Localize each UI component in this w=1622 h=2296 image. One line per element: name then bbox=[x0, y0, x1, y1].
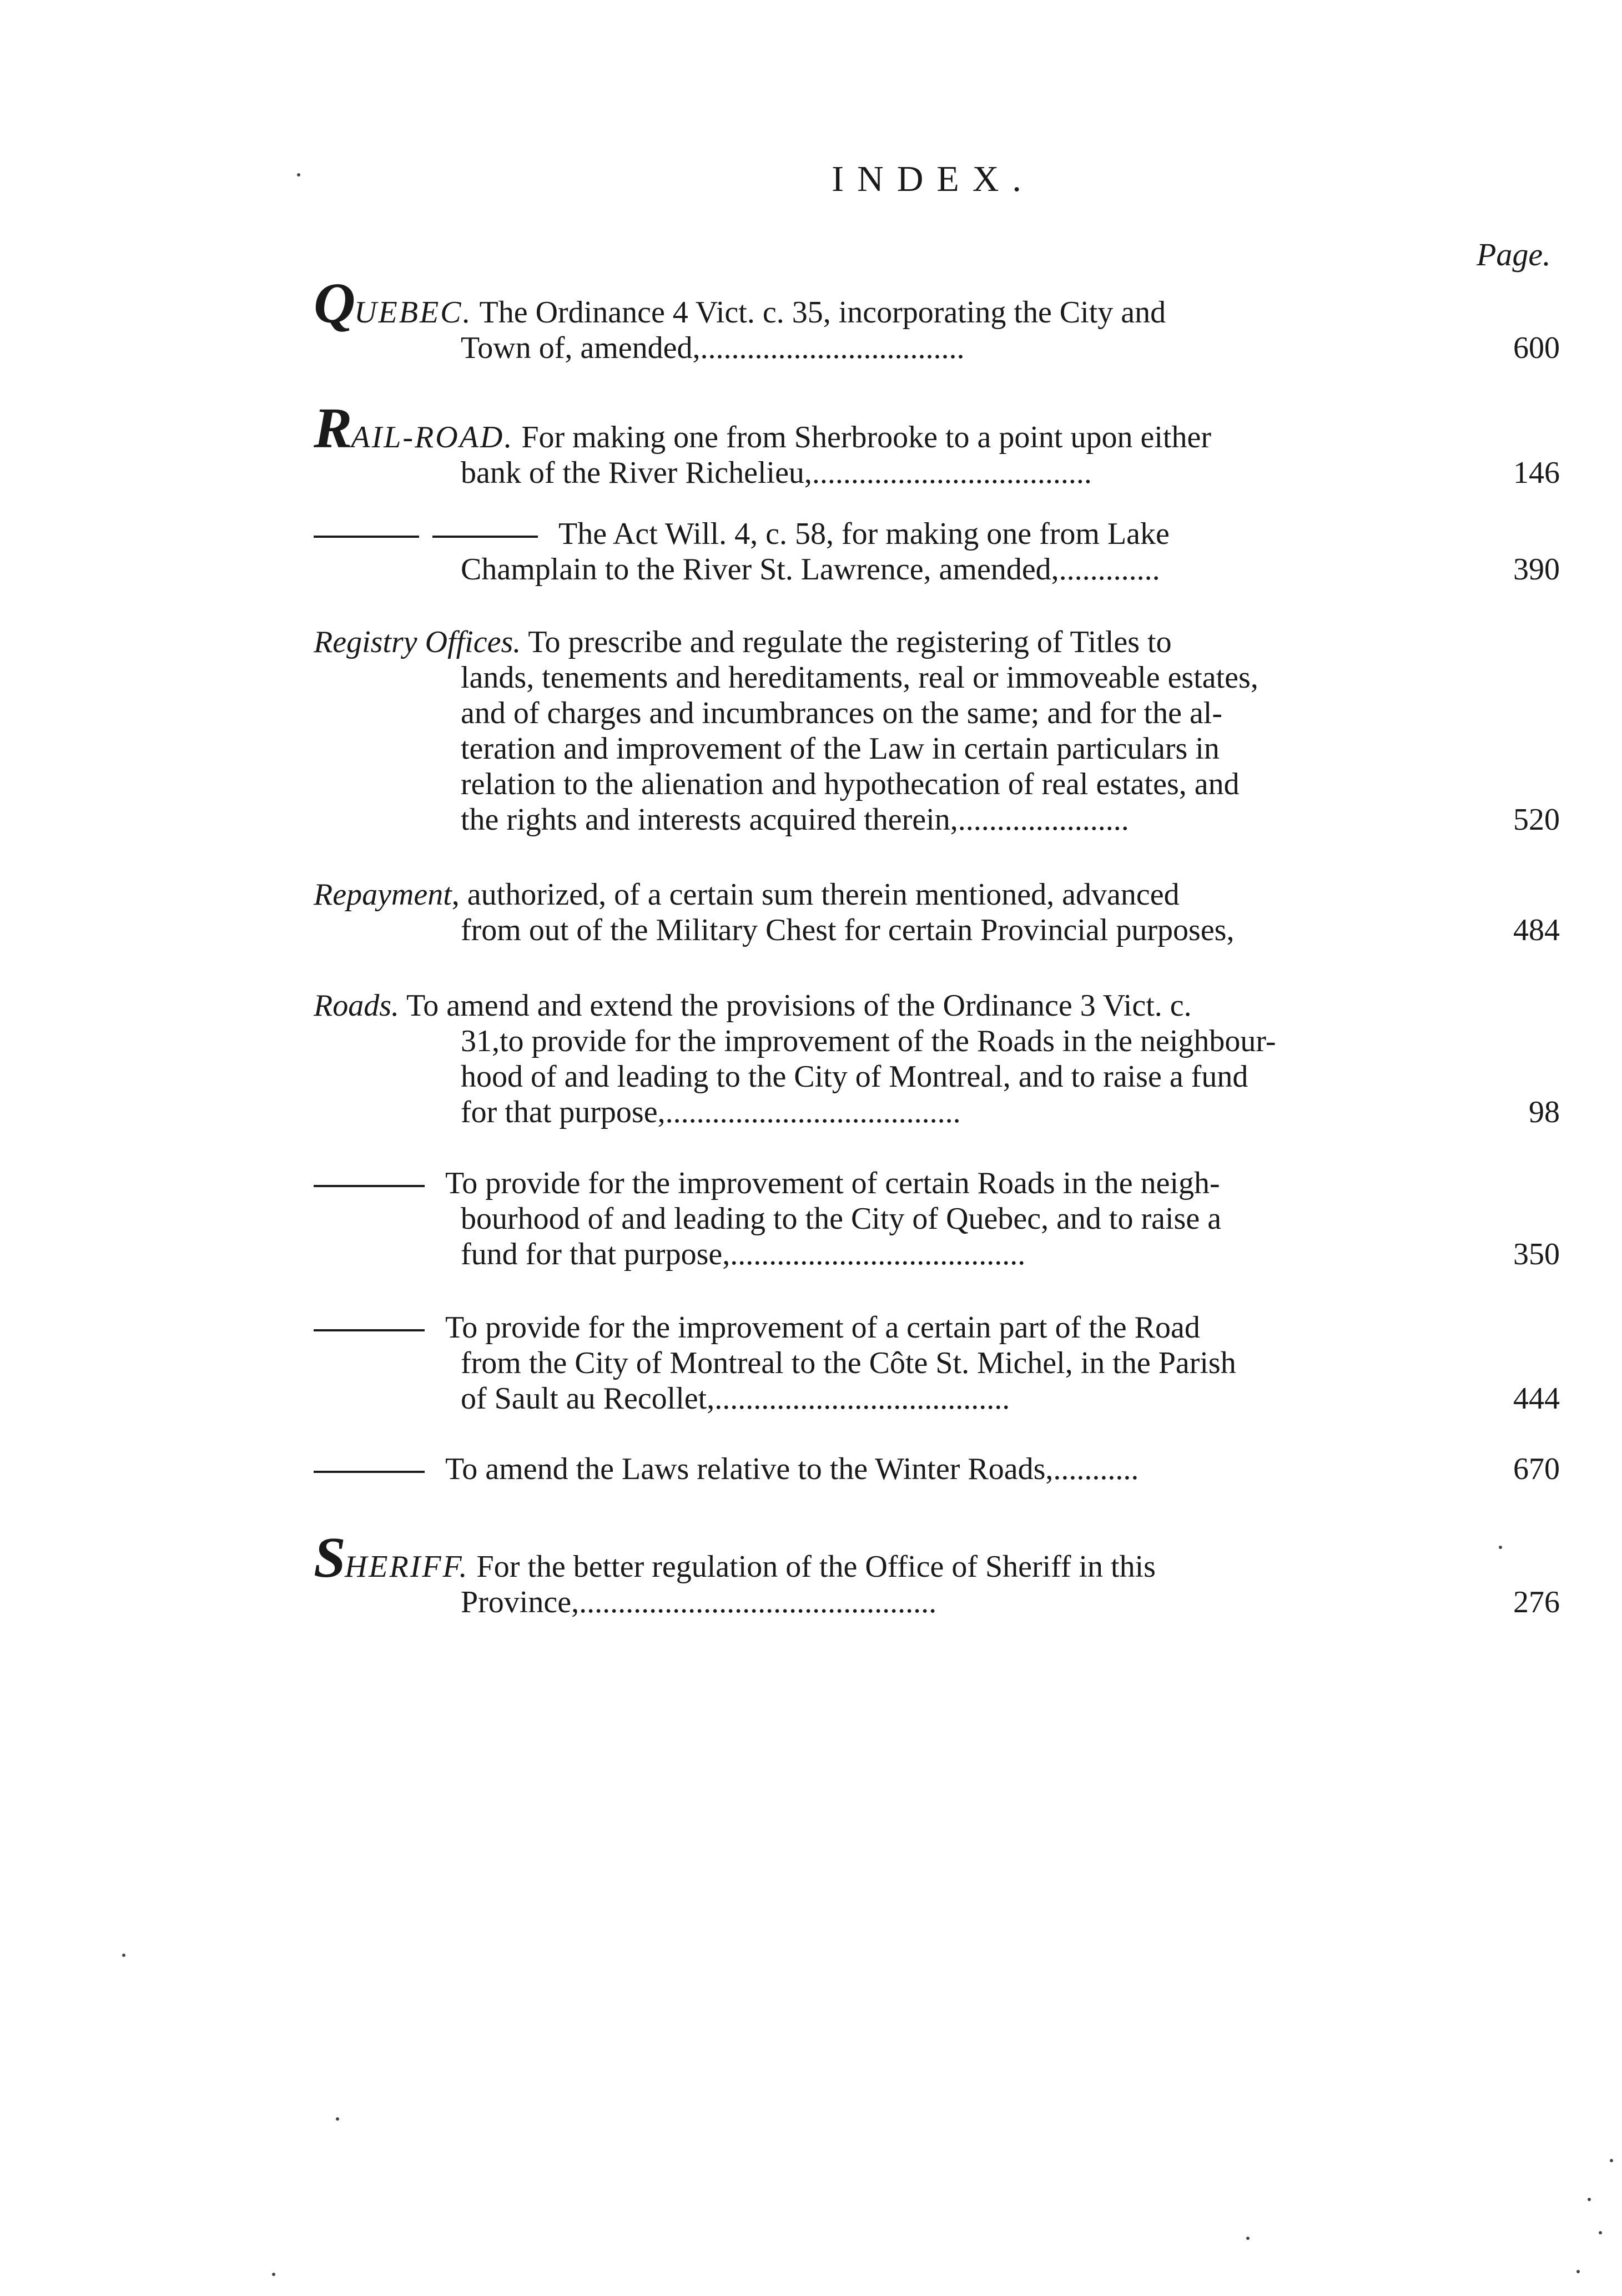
scan-speck bbox=[272, 2273, 275, 2276]
ditto-rule bbox=[314, 1185, 425, 1187]
entry-text-line: for that purpose,...................................... bbox=[461, 1095, 961, 1129]
ditto-rule bbox=[314, 1471, 425, 1473]
entry-text-line: from out of the Military Chest for certain Provincial purposes, bbox=[461, 913, 1235, 947]
ditto-rule bbox=[314, 536, 419, 538]
index-entry-roads-cote-st-michel bbox=[314, 1310, 1560, 1416]
entry-text-line: Champlain to the River St. Lawrence, amended,............. bbox=[461, 552, 1160, 587]
page-number: 520 bbox=[1513, 803, 1560, 837]
entry-text-line: Town of, amended,.................................. bbox=[461, 331, 965, 365]
drop-cap: S bbox=[314, 1526, 345, 1589]
page-title: INDEX. bbox=[832, 159, 1035, 199]
scan-speck bbox=[1610, 2159, 1613, 2162]
ditto-rule bbox=[432, 536, 538, 538]
page-number: 98 bbox=[1529, 1095, 1560, 1129]
entry-text-line: The Ordinance 4 Vict. c. 35, incorporating the City and bbox=[479, 295, 1166, 330]
entry-heading: HERIFF. bbox=[344, 1550, 469, 1584]
scan-speck bbox=[1588, 2198, 1591, 2201]
entry-heading: Repayment bbox=[314, 877, 452, 912]
entry-text-line: For making one from Sherbrooke to a point upon either bbox=[521, 420, 1211, 455]
entry-text-line: The Act Will. 4, c. 58, for making one from Lake bbox=[558, 517, 1170, 551]
entry-text-line: from the City of Montreal to the Côte St. Michel, in the Parish bbox=[461, 1346, 1236, 1380]
entry-text-line: To amend and extend the provisions of the Ordinance 3 Vict. c. bbox=[406, 988, 1192, 1023]
page-number: 350 bbox=[1513, 1237, 1560, 1271]
entry-text-line: To provide for the improvement of certain Roads in the neigh- bbox=[445, 1166, 1220, 1200]
scan-speck bbox=[297, 173, 300, 176]
index-entry-roads bbox=[314, 988, 1560, 1130]
entry-text-line: of Sault au Recollet,...................................... bbox=[461, 1381, 1010, 1416]
entry-text-line: and of charges and incumbrances on the same; and for the al- bbox=[461, 696, 1222, 730]
entry-heading: AIL-ROAD. bbox=[351, 420, 514, 455]
entry-text-line: For the better regulation of the Office of Sheriff in this bbox=[476, 1550, 1156, 1584]
entry-heading: Registry Offices. bbox=[314, 625, 521, 659]
entry-text-line: , authorized, of a certain sum therein mentioned, advanced bbox=[451, 877, 1180, 912]
index-entry-quebec bbox=[314, 271, 1560, 366]
page-number: 444 bbox=[1513, 1381, 1560, 1416]
entry-text-line: Province,.............................................. bbox=[461, 1585, 937, 1619]
entry-text-line: 31,to provide for the improvement of the Roads in the neighbour- bbox=[461, 1024, 1276, 1058]
entry-text-line: relation to the alienation and hypothecation of real estates, and bbox=[461, 767, 1240, 801]
page-number: 600 bbox=[1513, 331, 1560, 365]
entry-heading: Roads. bbox=[314, 988, 399, 1023]
entry-text-line: To amend the Laws relative to the Winter Roads,........... bbox=[445, 1452, 1139, 1486]
scan-speck bbox=[122, 1954, 125, 1957]
entry-text-line: bourhood of and leading to the City of Quebec, and to raise a bbox=[461, 1202, 1222, 1236]
entry-text-line: the rights and interests acquired therein,...................... bbox=[461, 803, 1129, 837]
scan-speck bbox=[1499, 1546, 1502, 1549]
entry-text-line: bank of the River Richelieu,.................................... bbox=[461, 456, 1092, 490]
page-number: 276 bbox=[1513, 1585, 1560, 1619]
entry-heading: UEBEC. bbox=[354, 295, 472, 330]
scan-speck bbox=[336, 2117, 339, 2121]
index-entry-winter-roads bbox=[314, 1451, 1560, 1487]
page-number: 484 bbox=[1513, 913, 1560, 947]
index-entry-rail-road-act bbox=[314, 516, 1560, 587]
ditto-rule bbox=[314, 1329, 425, 1331]
entry-text-line: fund for that purpose,...................................... bbox=[461, 1237, 1026, 1271]
index-entry-roads-quebec bbox=[314, 1165, 1560, 1272]
index-entry-sheriff bbox=[314, 1526, 1560, 1620]
index-entry-repayment bbox=[314, 877, 1560, 948]
page-number: 670 bbox=[1513, 1452, 1560, 1486]
entry-text-line: teration and improvement of the Law in certain particulars in bbox=[461, 731, 1220, 766]
entry-text-line: To provide for the improvement of a certain part of the Road bbox=[445, 1310, 1200, 1345]
entry-text-line: lands, tenements and hereditaments, real or immoveable estates, bbox=[461, 660, 1258, 695]
entry-text-line: hood of and leading to the City of Montreal, and to raise a fund bbox=[461, 1059, 1248, 1094]
page-column-header: Page. bbox=[1477, 236, 1551, 273]
page-number: 390 bbox=[1513, 552, 1560, 587]
drop-cap: Q bbox=[314, 271, 355, 335]
entry-text-line: To prescribe and regulate the registering of Titles to bbox=[528, 625, 1172, 659]
index-entry-rail-road bbox=[314, 396, 1560, 491]
drop-cap: R bbox=[314, 396, 351, 460]
index-entry-registry-offices bbox=[314, 624, 1560, 837]
scan-speck bbox=[1576, 2270, 1580, 2273]
scan-speck bbox=[1246, 2237, 1250, 2240]
page-number: 146 bbox=[1513, 456, 1560, 490]
scan-speck bbox=[1599, 2231, 1602, 2234]
